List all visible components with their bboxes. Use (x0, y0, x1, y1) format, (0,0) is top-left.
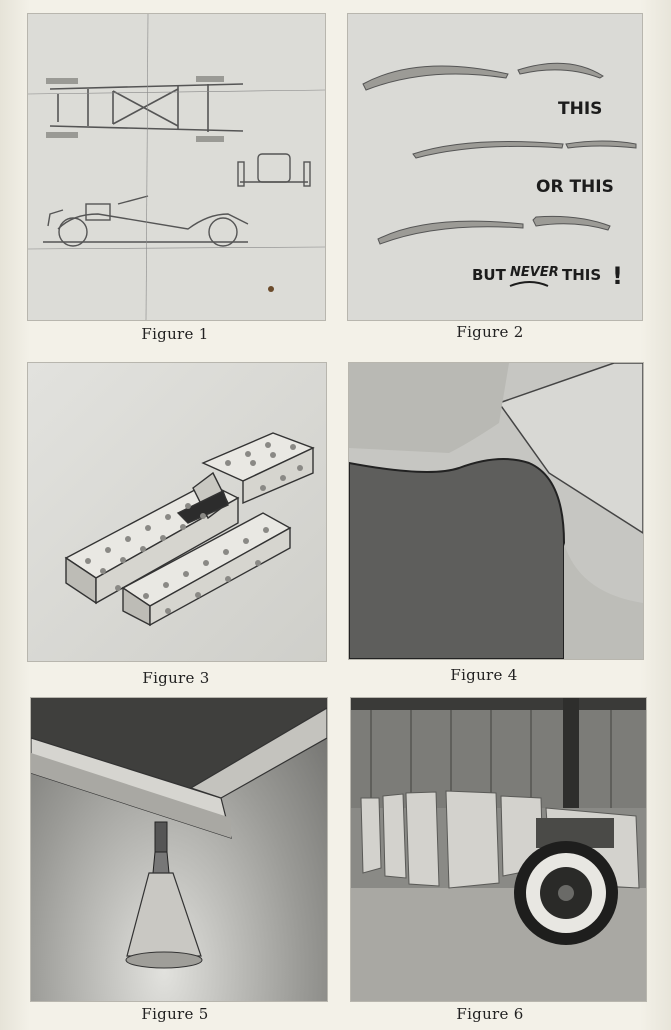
figure-4-caption: Figure 4 (450, 666, 518, 684)
exclamation-label: ! (612, 262, 623, 290)
this-end-label: THIS (562, 266, 602, 284)
never-underline (510, 282, 548, 286)
figure-1-image (27, 13, 326, 321)
car-body-mockup-photo (351, 698, 646, 1001)
chassis-plan-drawing (28, 14, 325, 320)
or-this-label: OR THIS (536, 177, 614, 197)
this-label: THIS (558, 99, 603, 119)
figure-3-caption: Figure 3 (142, 669, 210, 687)
figure-2-caption: Figure 2 (456, 323, 524, 341)
perforated-block-frame-drawing (28, 363, 326, 661)
never-label: NEVER (510, 265, 559, 280)
figure-1-caption: Figure 1 (141, 325, 209, 343)
figure-2-image (347, 13, 643, 321)
fender-curve-closeup (349, 363, 643, 659)
figure-5-image (30, 697, 328, 1002)
figure-6-caption: Figure 6 (456, 1005, 524, 1023)
figure-3-image (27, 362, 327, 662)
figure-6-image (350, 697, 647, 1002)
fender-shape-comparison (348, 14, 642, 320)
figure-5-caption: Figure 5 (141, 1005, 209, 1023)
but-label: BUT (472, 266, 506, 284)
figure-4-image (348, 362, 644, 660)
jack-stand-beam-drawing (31, 698, 327, 1001)
